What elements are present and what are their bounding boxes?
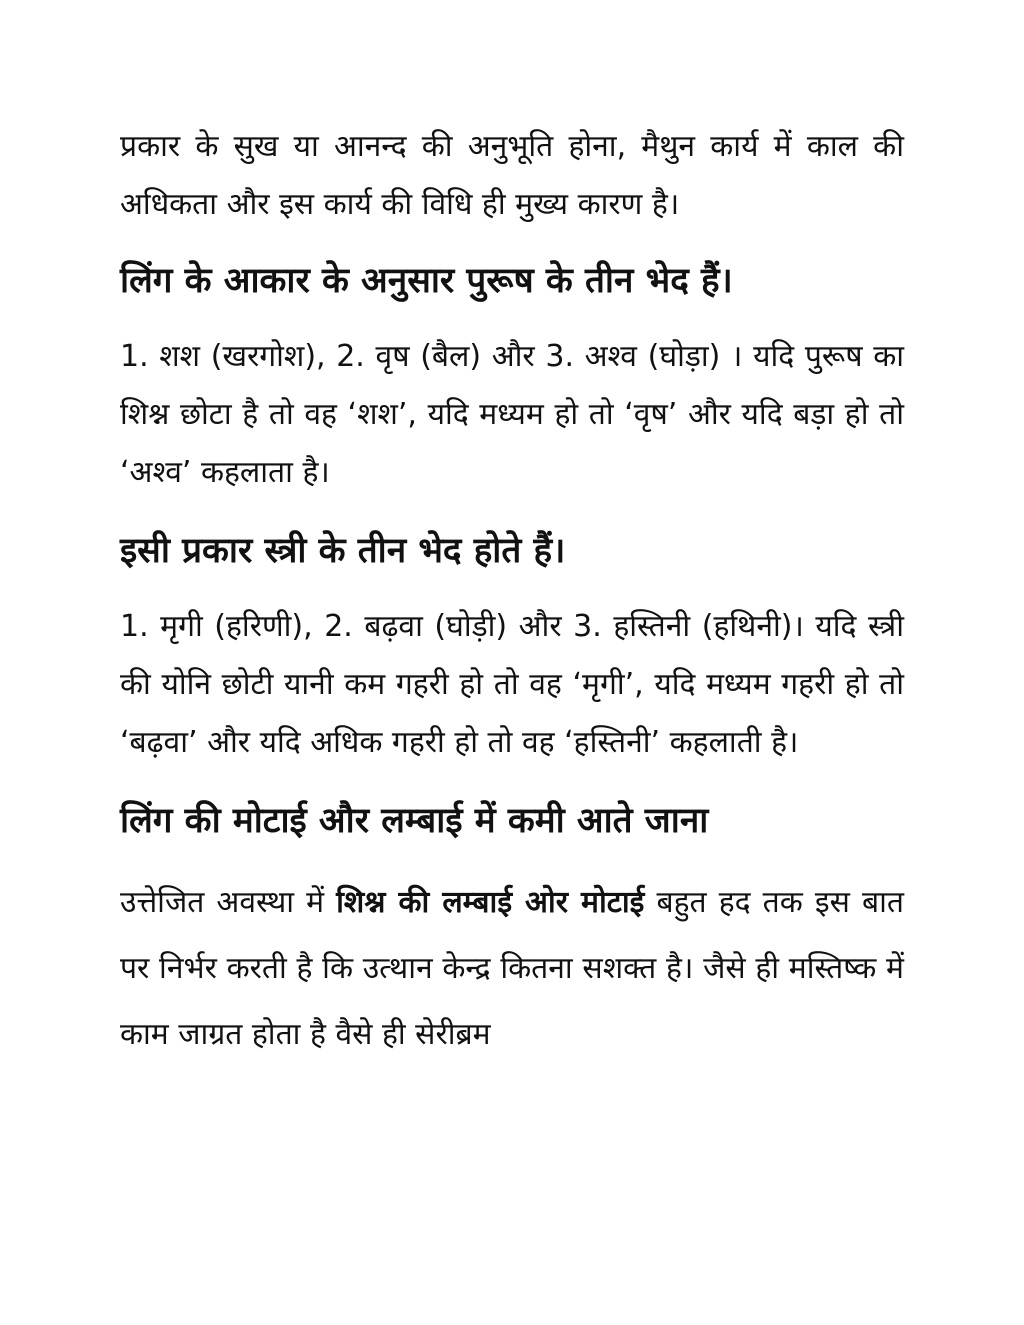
- paragraph-erection-end: बहुत हद तक इस बात पर निर्भर करती है कि उत्थान केन्द्र कितना सशक्त है। जैसे ही मस्तिष्क में काम जाग्रत होता है वैसे ही सेरीब्रम: [120, 885, 904, 1052]
- document-page: [120, 118, 904, 1068]
- paragraph-erection-start: उत्तेजित अवस्था में: [120, 885, 337, 920]
- heading-male-types: लिंग के आकार के अनुसार पुरूष के तीन भेद हैं।: [120, 261, 733, 301]
- heading-female-types: इसी प्रकार स्त्री के तीन भेद होते हैं।: [120, 531, 566, 571]
- heading-size-reduction: लिंग की मोटाई और लम्बाई में कमी आते जाना: [120, 801, 709, 841]
- paragraph-female-types: 1. मृगी (हरिणी), 2. बढ़वा (घोड़ी) और 3. हस्तिनी (हथिनी)। यदि स्त्री की योनि छोटी यानी कम गहरी हो तो वह ‘मृगी’, यदि मध्यम गहरी हो तो ‘बढ़वा’ और यदि अधिक गहरी हो तो वह ‘हस्तिनी’ कहलाती है।: [120, 609, 904, 760]
- paragraph-male-types: 1. शश (खरगोश), 2. वृष (बैल) और 3. अश्व (घोड़ा) । यदि पुरूष का शिश्न छोटा है तो वह ‘शश’, यदि मध्यम हो तो ‘वृष’ और यदि बड़ा हो तो ‘अश्व’ कहलाता है।: [120, 339, 904, 490]
- paragraph-erection: [120, 870, 904, 1068]
- paragraph-intro: प्रकार के सुख या आनन्द की अनुभूति होना, मैथुन कार्य में काल की अधिकता और इस कार्य की विधि ही मुख्य कारण है।: [120, 129, 904, 222]
- paragraph-erection-bold: शिश्न की लम्बाई ओर मोटाई: [336, 885, 645, 920]
